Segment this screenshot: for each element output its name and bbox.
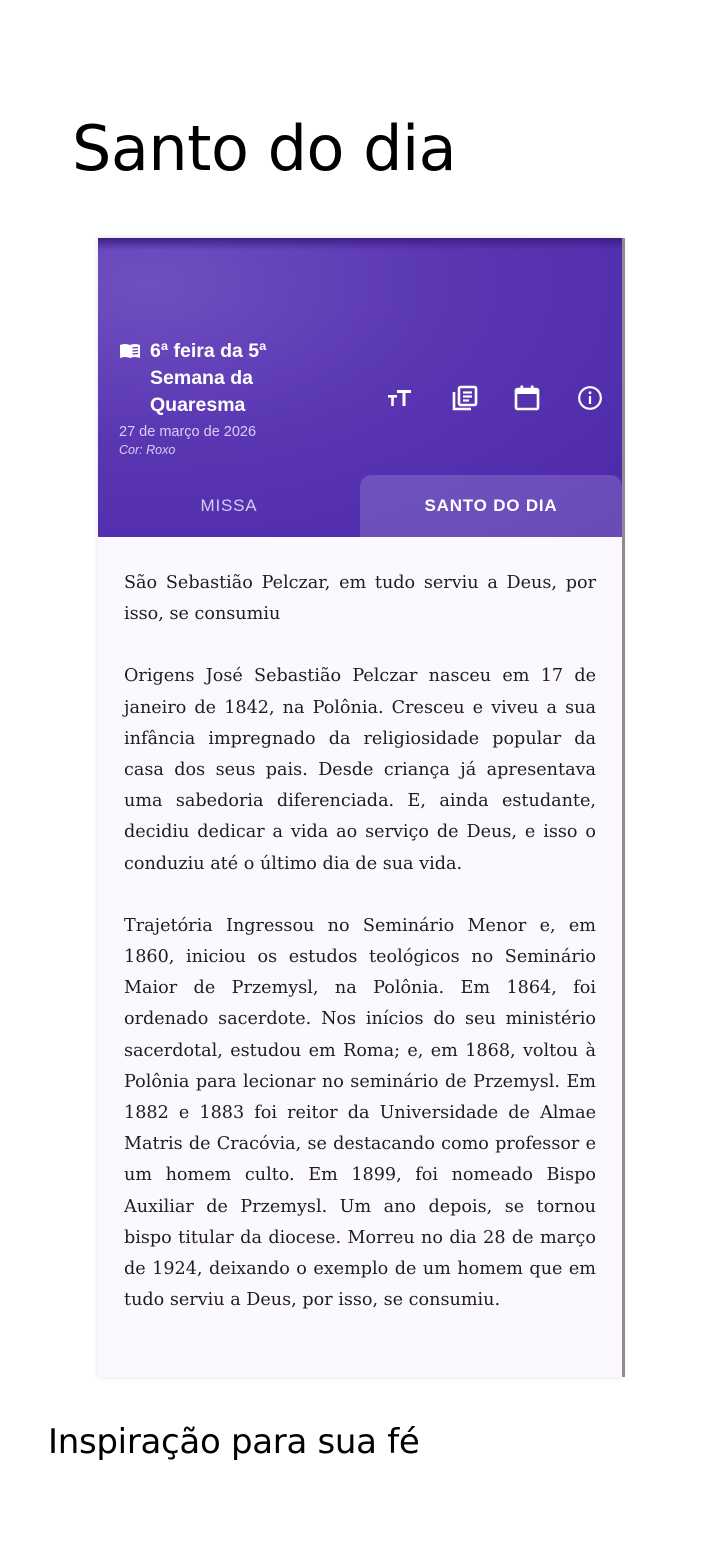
app-header [98,238,622,537]
readings-icon [452,385,478,411]
article-paragraph: Origens José Sebastião Pelczar nasceu em 17 de janeiro de 1842, na Polônia. Cresceu e viveu a sua infância impregnado da religiosidade popular da casa dos seus pais. Desde criança já apresentava uma sabedoria diferenciada. E, ainda estudante, decidiu dedicar a vida ao serviço de Deus, e isso o conduziu até o último dia de sua vida. [124,666,596,874]
tab-bar [98,475,622,537]
promo-caption: Inspiração para sua fé [48,1422,420,1462]
info-button[interactable] [575,383,605,413]
text-size-button[interactable] [385,383,415,413]
day-title: 6ª feira da 5ª Semana da Quaresma [150,340,267,416]
readings-button[interactable] [450,383,480,413]
calendar-button[interactable] [512,383,542,413]
article-paragraph: Trajetória Ingressou no Seminário Menor e, em 1860, iniciou os estudos teológicos no Seminário Maior de Przemysl, na Polônia. Em 1864, foi ordenado sacerdote. Nos inícios do seu ministério sacerdotal, estudou em Roma; e, em 1868, voltou à Polônia para lecionar no seminário de Przemysl. Em 1882 e 1883 foi reitor da Universidade de Almae Matris de Cracóvia, se destacando como professor e um homem culto. Em 1899, foi nomeado Bispo Auxiliar de Przemysl. Um ano depois, se tornou bispo titular da diocese. Morreu no dia 28 de março de 1924, deixando o exemplo de um homem que em tudo serviu a Deus, por isso, se consumiu. [124,915,596,1311]
liturgical-color-label: Cor: Roxo [119,443,176,457]
saint-article [124,568,596,1347]
tab-santo-do-dia[interactable]: SANTO DO DIA [360,475,622,537]
promo-title: Santo do dia [72,112,457,185]
app-screenshot [98,238,622,1377]
book-icon [119,343,141,359]
article-paragraph: São Sebastião Pelczar, em tudo serviu a Deus, por isso, se consumiu [124,573,596,625]
header-toolbar [98,383,622,413]
tab-missa[interactable]: MISSA [200,496,258,515]
calendar-icon [513,384,541,412]
text-size-icon [387,387,413,409]
info-icon [577,385,603,411]
date-label: 27 de março de 2026 [119,424,257,440]
